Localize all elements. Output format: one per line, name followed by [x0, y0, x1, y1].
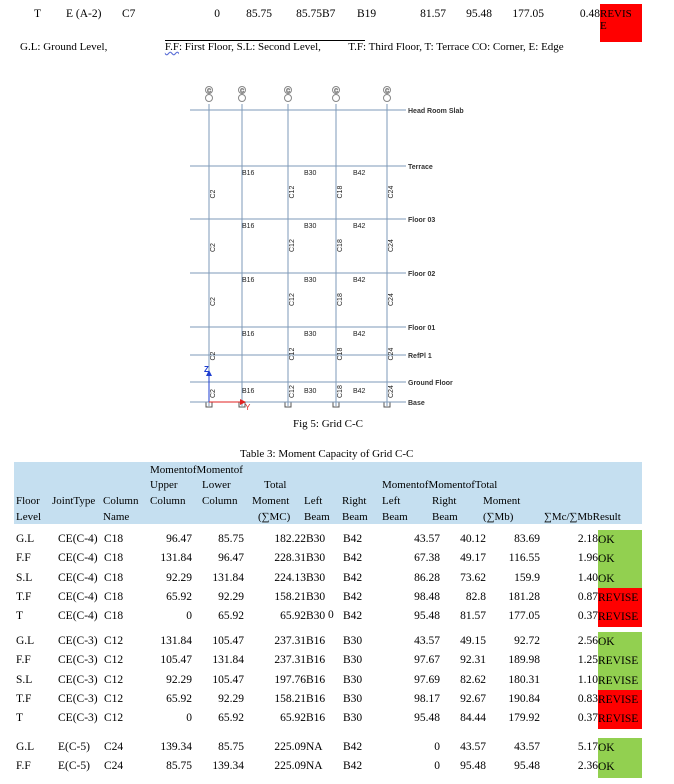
hdr-column: Column [103, 495, 139, 507]
cell-right-m: 84.44 [460, 712, 486, 725]
cell-left-m: 67.38 [414, 552, 440, 565]
cell-ratio: 2.36 [577, 760, 598, 773]
column-label: C18 [337, 347, 344, 361]
column-label: C12 [289, 185, 296, 199]
cell-floor: G.L [16, 741, 35, 753]
column-label: C18 [337, 239, 344, 252]
cell-sum-mb: 181.28 [508, 590, 540, 603]
legend-gl: G.L: Ground Level, [20, 41, 108, 53]
cell-lower: 96.47 [218, 552, 244, 565]
cell-sum-mb: 189.98 [508, 654, 540, 667]
figure-caption: Fig 5: Grid C-C [293, 418, 363, 430]
beam-label: B42 [353, 223, 366, 230]
cell-sum-mb: 159.9 [514, 571, 540, 584]
beam-label: B16 [242, 277, 255, 284]
cell-upper: 105.47 [160, 654, 192, 667]
beam-label: B42 [353, 331, 366, 338]
cell-right-m: 73.62 [460, 571, 486, 584]
beam-label: B16 [242, 170, 255, 177]
cell-ratio: 2.18 [577, 533, 598, 545]
cell-left-m: 0 [434, 760, 440, 773]
cell-right-beam: B30 [343, 654, 363, 667]
cell-sum-mb: 177.05 [508, 610, 540, 623]
grid-bubble-lower-1 [239, 95, 246, 102]
cell-ratio: 0.48 [579, 8, 600, 20]
cell-joint: E(C-5) [58, 760, 90, 773]
cell-upper: 131.84 [160, 552, 192, 565]
column-label: C18 [337, 185, 344, 199]
cell-joint: CE(C-4) [58, 552, 98, 565]
cell-upper: 0 [186, 712, 192, 725]
hdr-right: Right [342, 495, 367, 507]
level-label: Floor 01 [408, 325, 436, 332]
cell-right-m: 43.57 [460, 741, 486, 753]
cell-left-m: 95.48 [414, 712, 440, 725]
level-label: RefPl 1 [408, 353, 432, 360]
cell-lower: 139.34 [212, 760, 244, 773]
grid-bubble-label: C [240, 88, 244, 95]
cell-result: REVISE [598, 709, 642, 729]
cell-total: 225.09 [274, 760, 306, 773]
beam-label: B30 [304, 223, 317, 230]
grid-bubble-lower-4 [384, 95, 391, 102]
hdr-jointtype: JointType [52, 495, 96, 507]
cell-floor: T [34, 8, 42, 20]
hdr-beam1: Beam [304, 511, 330, 523]
cell-total: 85.75 [296, 8, 322, 20]
hdr-ratio-result: ∑Mc/∑MbResult [544, 511, 621, 523]
cell-left-beam: B16 [306, 673, 326, 686]
cell-left-beam: B16 [306, 635, 326, 647]
hdr-beam3: Beam [382, 511, 408, 523]
beam-label: B30 [304, 170, 317, 177]
column-label: C24 [388, 347, 395, 361]
hdr-smc: (∑MC) [258, 511, 291, 523]
beam-label: B16 [242, 331, 255, 338]
column-label: C18 [337, 293, 344, 306]
cell-sum-mb: 116.55 [508, 552, 540, 565]
cell-total: 224.13 [274, 571, 306, 584]
cell-right-m: 40.12 [460, 533, 486, 545]
cell-left-m: 97.69 [414, 673, 440, 686]
cell-column: C12 [104, 712, 124, 725]
hdr-moment2: Moment [483, 495, 521, 507]
level-label: Floor 02 [408, 271, 436, 278]
cell-column: C18 [104, 610, 124, 623]
grid-bubble-label: C [286, 88, 290, 95]
cell-right-m: 92.31 [460, 654, 486, 667]
cell-column: C18 [104, 590, 124, 603]
grid-bubble-label: C [385, 88, 389, 95]
cell-column: C12 [104, 692, 124, 705]
cell-left-moment: 81.57 [420, 8, 446, 20]
cell-left-beam: B7 [322, 8, 336, 20]
cell-result-revise [600, 4, 642, 42]
separator-zero: 0 [328, 609, 334, 621]
grid-bubble-label: C [207, 88, 211, 95]
cell-ratio: 1.10 [577, 673, 598, 686]
hdr-left: Left [304, 495, 323, 507]
cell-lower: 131.84 [212, 654, 244, 667]
cell-total: 182.22 [274, 533, 306, 545]
hdr-beam2: Beam [342, 511, 368, 523]
hdr-floor: Floor [16, 495, 40, 507]
cell-left-beam: B30 [306, 590, 326, 603]
cell-lower: 131.84 [212, 571, 244, 584]
cell-column: C12 [104, 635, 124, 647]
cell-sum-mb: 177.05 [512, 8, 544, 20]
cell-right-beam: B42 [343, 760, 363, 773]
cell-floor: F.F [16, 760, 31, 773]
column-label: C2 [210, 297, 217, 306]
axis-y-label: Y [245, 403, 251, 412]
beam-label: B16 [242, 388, 255, 395]
grid-bubble-lower-3 [333, 95, 340, 102]
column-label: C2 [210, 243, 217, 252]
cell-left-m: 95.48 [414, 610, 440, 623]
cell-left-m: 98.17 [414, 692, 440, 705]
cell-joint: CE(C-4) [58, 610, 98, 623]
cell-ratio: 0.87 [577, 590, 598, 603]
cell-result: REVISE [598, 588, 642, 608]
level-label: Floor 03 [408, 217, 436, 224]
cell-lower: 92.29 [218, 692, 244, 705]
cell-right-beam: B42 [343, 610, 363, 623]
cell-result: OK [598, 530, 642, 550]
table-caption: Table 3: Moment Capacity of Grid C-C [240, 448, 414, 460]
cell-upper: 96.47 [166, 533, 192, 545]
hdr-lower: Lower [202, 479, 231, 491]
hdr-moment-of2: MomentofMomentofTotal [382, 479, 498, 491]
cell-floor: T.F [16, 692, 32, 705]
column-label: C12 [289, 293, 296, 306]
cell-floor: F.F [16, 552, 31, 565]
cell-total: 228.31 [274, 552, 306, 565]
beam-label: B30 [304, 277, 317, 284]
cell-lower: 65.92 [218, 610, 244, 623]
cell-right-m: 95.48 [460, 760, 486, 773]
beam-label: B42 [353, 277, 366, 284]
cell-left-beam: B30 [306, 571, 326, 584]
beam-label: B30 [304, 388, 317, 395]
grid-bubble-lower-0 [206, 95, 213, 102]
cell-floor: F.F [16, 654, 31, 667]
cell-upper: 139.34 [160, 741, 192, 753]
cell-total: 237.31 [274, 635, 306, 647]
cell-right-beam: B42 [343, 552, 363, 565]
cell-joint: CE(C-3) [58, 712, 98, 725]
column-label: C12 [289, 385, 296, 398]
cell-left-m: 0 [434, 741, 440, 753]
cell-left-beam: B16 [306, 712, 326, 725]
cell-result: REVISE [598, 651, 642, 671]
cell-left-beam: B16 [306, 692, 326, 705]
cell-joint: CE(C-4) [58, 590, 98, 603]
level-label: Head Room Slab [408, 108, 464, 115]
cell-joint: CE(C-3) [58, 654, 98, 667]
cell-total: 225.09 [274, 741, 306, 753]
cell-upper: 131.84 [160, 635, 192, 647]
cell-floor: G.L [16, 635, 35, 647]
cell-left-m: 97.67 [414, 654, 440, 667]
cell-right-beam: B30 [343, 635, 363, 647]
cell-sum-mb: 92.72 [514, 635, 540, 647]
cell-right-moment: 95.48 [466, 8, 492, 20]
legend-line [20, 41, 564, 53]
cell-right-beam: B19 [357, 8, 377, 20]
cell-column: C12 [104, 673, 124, 686]
level-label: Terrace [408, 164, 433, 171]
legend-ff-rest: : First Floor, S.L: Second Level, [178, 41, 321, 53]
grid-bubble-label: C [334, 88, 338, 95]
hdr-level: Level [16, 511, 42, 523]
column-label: C24 [388, 293, 395, 306]
cell-right-beam: B42 [343, 571, 363, 584]
cell-upper: 0 [186, 610, 192, 623]
cell-upper: 65.92 [166, 692, 192, 705]
cell-upper: 92.29 [166, 673, 192, 686]
beam-label: B42 [353, 170, 366, 177]
cell-upper: 85.75 [166, 760, 192, 773]
legend-ff-abbr: F.F [164, 41, 179, 53]
cell-result: OK [598, 569, 642, 589]
cell-right-beam: B42 [343, 590, 363, 603]
grid-elevation-diagram [190, 84, 480, 414]
column-label: C24 [388, 385, 395, 398]
cell-joint: E (A-2) [66, 8, 102, 20]
column-label: C12 [289, 347, 296, 361]
cell-ratio: 1.96 [577, 552, 598, 565]
cell-right-m: 81.57 [460, 610, 486, 623]
cell-left-beam: B30 [306, 610, 326, 623]
cell-right-beam: B42 [343, 533, 363, 545]
legend-rule [165, 40, 365, 41]
cell-lower: 65.92 [218, 712, 244, 725]
cell-ratio: 1.40 [577, 571, 598, 584]
cell-sum-mb: 95.48 [514, 760, 540, 773]
cell-result: OK [598, 549, 642, 569]
beam-label: B42 [353, 388, 366, 395]
hdr-column3: Column [202, 495, 238, 507]
cell-ratio: 5.17 [577, 741, 598, 753]
cell-joint: E(C-5) [58, 741, 90, 753]
cell-result: OK [598, 757, 642, 777]
cell-lower: 92.29 [218, 590, 244, 603]
level-label: Ground Floor [408, 380, 453, 387]
cell-right-m: 82.62 [460, 673, 486, 686]
cell-total: 65.92 [280, 712, 306, 725]
cell-floor: T [16, 712, 24, 725]
cell-left-m: 43.57 [414, 635, 440, 647]
cell-right-m: 49.15 [460, 635, 486, 647]
beam-label: B16 [242, 223, 255, 230]
column-label: C12 [289, 239, 296, 252]
cell-joint: CE(C-3) [58, 692, 98, 705]
cell-ratio: 0.37 [577, 712, 598, 725]
cell-floor: S.L [16, 673, 33, 686]
cell-result: REVISE [598, 671, 642, 691]
cell-floor: G.L [16, 533, 35, 545]
cell-right-beam: B30 [343, 692, 363, 705]
hdr-name: Name [103, 511, 130, 523]
hdr-beam4: Beam [432, 511, 458, 523]
cell-joint: CE(C-4) [58, 571, 98, 584]
cell-left-m: 98.48 [414, 590, 440, 603]
cell-sum-mb: 43.57 [514, 741, 540, 753]
hdr-moment: Moment [252, 495, 290, 507]
cell-lower: 105.47 [212, 635, 244, 647]
cell-lower: 85.75 [246, 8, 272, 20]
cell-column: C7 [122, 8, 136, 20]
cell-sum-mb: 179.92 [508, 712, 540, 725]
cell-joint: CE(C-3) [58, 673, 98, 686]
cell-result: OK [598, 632, 642, 652]
cell-result: OK [598, 738, 642, 758]
hdr-left2: Left [382, 495, 401, 507]
cell-right-beam: B30 [343, 673, 363, 686]
cell-sum-mb: 190.84 [508, 692, 540, 705]
column-label: C18 [337, 385, 344, 398]
cell-right-m: 49.17 [460, 552, 486, 565]
cell-total: 197.76 [274, 673, 306, 686]
hdr-upper: Upper [150, 479, 178, 491]
cell-total: 65.92 [280, 610, 306, 623]
cell-joint: CE(C-4) [58, 533, 98, 545]
cell-right-beam: B42 [343, 741, 363, 753]
hdr-right2: Right [432, 495, 457, 507]
cell-left-m: 86.28 [414, 571, 440, 584]
cell-column: C18 [104, 552, 124, 565]
cell-lower: 85.75 [218, 533, 244, 545]
cell-total: 237.31 [274, 654, 306, 667]
cell-left-beam: NA [306, 741, 323, 753]
cell-result: REVISE [598, 607, 642, 627]
cell-left-m: 43.57 [414, 533, 440, 545]
result-line1: REVIS [600, 8, 632, 20]
cell-column: C18 [104, 533, 124, 545]
cell-result: REVISE [598, 690, 642, 710]
cell-total: 158.21 [274, 692, 306, 705]
cell-lower: 85.75 [218, 741, 244, 753]
cell-floor: T.F [16, 590, 32, 603]
cell-floor: S.L [16, 571, 33, 584]
cell-right-beam: B30 [343, 712, 363, 725]
hdr-total: Total [264, 479, 287, 491]
cell-ratio: 0.83 [577, 692, 598, 705]
cell-column: C18 [104, 571, 124, 584]
cell-floor: T [16, 610, 24, 623]
cell-right-m: 82.8 [465, 590, 486, 603]
cell-upper: 92.29 [166, 571, 192, 584]
column-label: C24 [388, 239, 395, 252]
cell-left-beam: B30 [306, 552, 326, 565]
cell-ratio: 2.56 [577, 635, 598, 647]
cell-ratio: 1.25 [577, 654, 598, 667]
cell-upper: 0 [214, 8, 220, 20]
hdr-smb: (∑Mb) [483, 511, 514, 523]
beam-label: B30 [304, 331, 317, 338]
result-line2: E [600, 20, 607, 32]
cell-column: C24 [104, 760, 124, 773]
column-label: C24 [388, 185, 395, 199]
cell-right-m: 92.67 [460, 692, 486, 705]
cell-upper: 65.92 [166, 590, 192, 603]
cell-lower: 105.47 [212, 673, 244, 686]
cell-left-beam: NA [306, 760, 323, 773]
cell-left-beam: B30 [306, 533, 326, 545]
hdr-column2: Column [150, 495, 186, 507]
legend-rest: T.F: Third Floor, T: Terrace CO: Corner, E: Edge [348, 41, 564, 53]
grid-bubble-lower-2 [285, 95, 292, 102]
cell-column: C12 [104, 654, 124, 667]
column-label: C2 [210, 351, 217, 361]
axis-z-label: Z [204, 365, 209, 374]
cell-total: 158.21 [274, 590, 306, 603]
level-label: Base [408, 400, 425, 407]
cell-ratio: 0.37 [577, 610, 598, 623]
cell-joint: CE(C-3) [58, 635, 98, 647]
cell-sum-mb: 83.69 [514, 533, 540, 545]
cell-sum-mb: 180.31 [508, 673, 540, 686]
column-label: C2 [210, 189, 217, 199]
cell-left-beam: B16 [306, 654, 326, 667]
cell-column: C24 [104, 741, 124, 753]
hdr-moment-of: MomentofMomentof [150, 464, 243, 476]
column-label: C2 [210, 389, 217, 398]
